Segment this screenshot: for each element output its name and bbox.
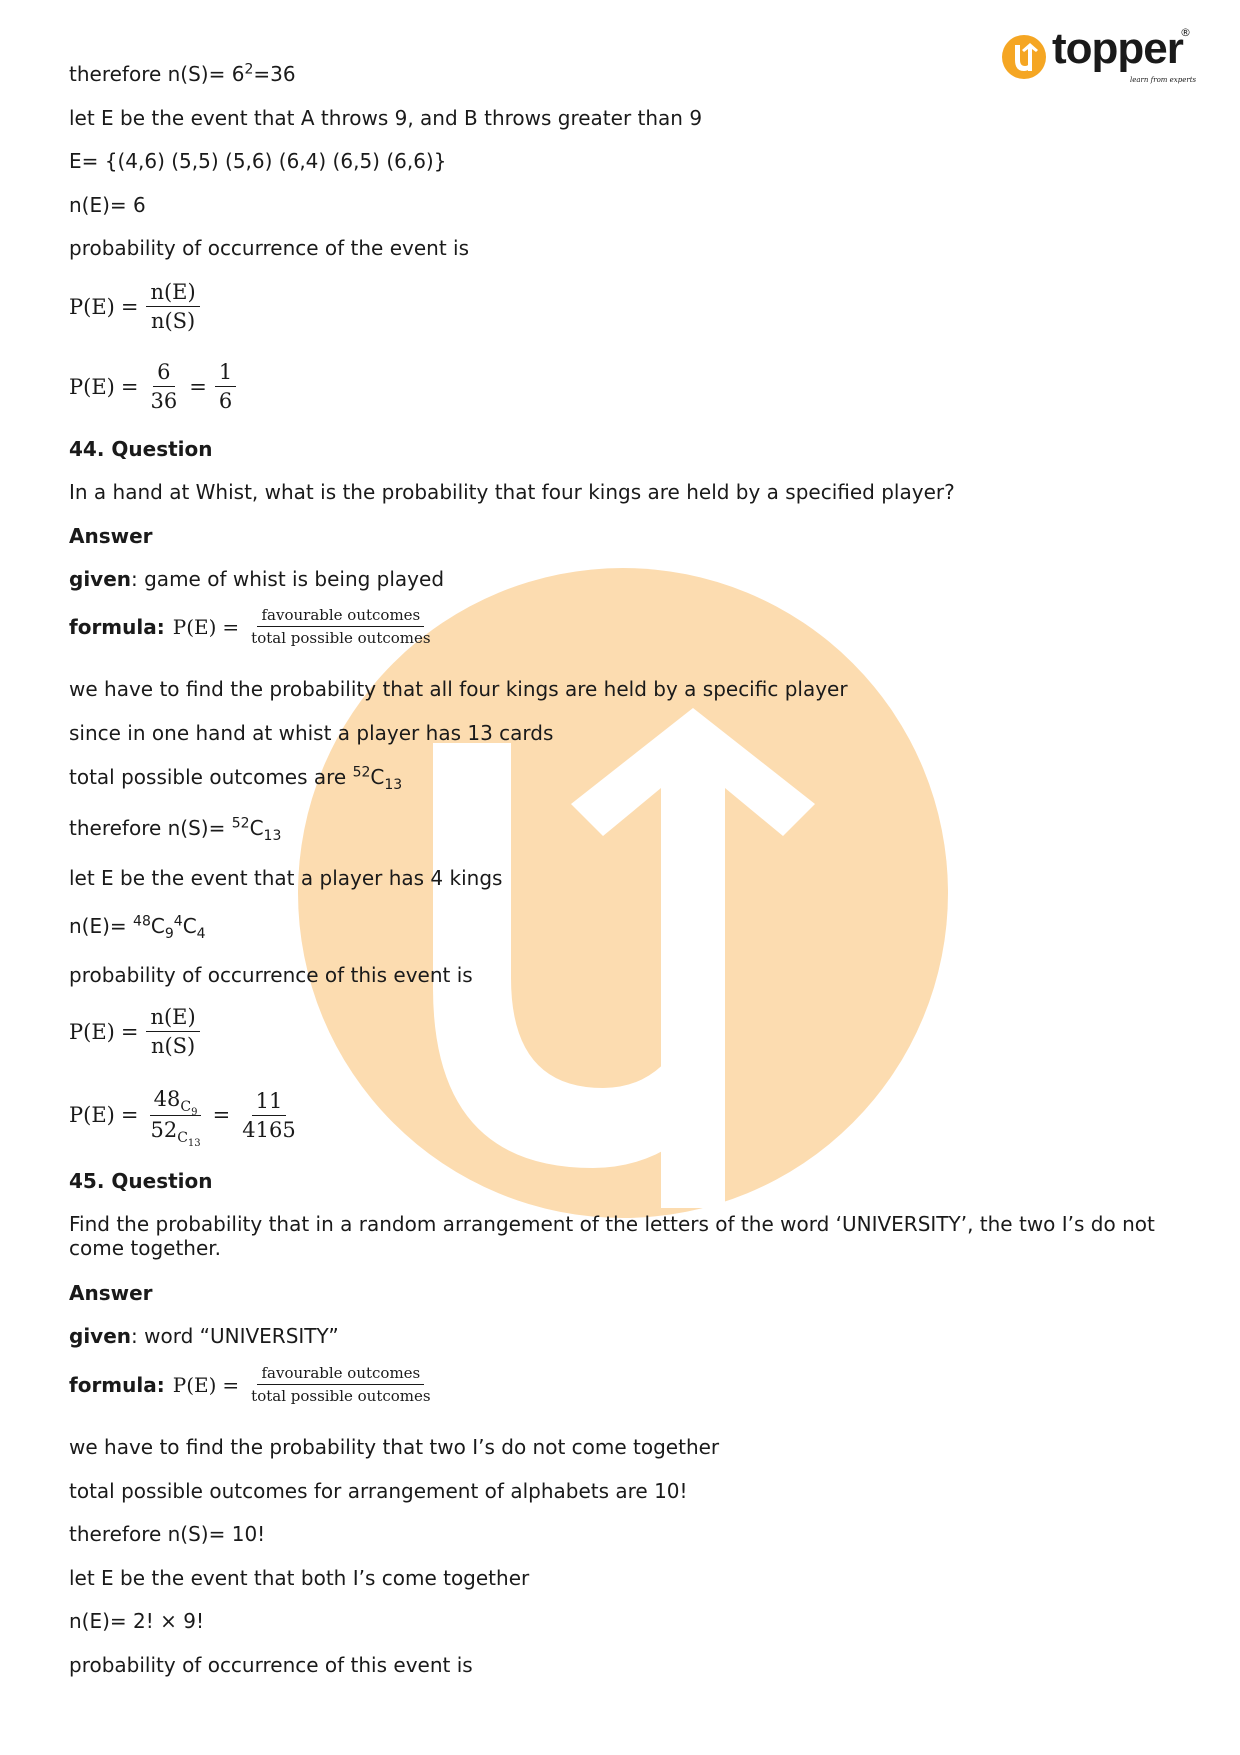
question-45-text: Find the probability that in a random arrangement of the letters of the word ‘UNIVERSITY’, the two I’s do not come together. <box>69 1212 1155 1260</box>
fraction: $\frac{6}{36}$ <box>150 360 178 413</box>
question-44-text: In a hand at Whist, what is the probability that four kings are held by a specified player? <box>69 480 955 504</box>
fraction: $\frac{1}{6}$ <box>215 360 236 413</box>
fraction: $\frac{\text{favourable outcomes}}{\text{total possible outcomes}}$ <box>251 606 431 647</box>
formula-44-line: formula: P(E) = $\frac{\text{favourable outcomes}}{\text{total possible outcomes}}$ <box>69 606 437 647</box>
watermark-logo <box>283 568 963 1218</box>
event-set-line: E= {(4,6) (5,5) (5,6) (6,4) (6,5) (6,6)} <box>69 149 447 173</box>
q45-step-5: n(E)= 2! × 9! <box>69 1609 204 1633</box>
brand-logo <box>1000 24 1200 92</box>
answer-45-label: Answer <box>69 1281 153 1305</box>
q45-step-1: we have to find the probability that two I’s do not come together <box>69 1435 720 1459</box>
q44-step-5: let E be the event that a player has 4 kings <box>69 866 503 890</box>
probability-result-eq: P(E) = $\frac{6}{36}$ = $\frac{1}{6}$ <box>69 360 238 413</box>
probability-formula-eq: P(E) = $\frac{n(E)}{n(S)}$ <box>69 280 202 333</box>
logo-registered-mark: ® <box>1180 26 1191 39</box>
q44-step-1: we have to find the probability that all four kings are held by a specific player <box>69 677 848 701</box>
formula-45-line: formula: P(E) = $\frac{\text{favourable outcomes}}{\text{total possible outcomes}}$ <box>69 1364 437 1405</box>
q44-step-7: probability of occurrence of this event is <box>69 963 473 987</box>
q45-step-2: total possible outcomes for arrangement of alphabets are 10! <box>69 1479 688 1503</box>
given-45-line: given: word “UNIVERSITY” <box>69 1324 339 1348</box>
q44-step-3: total possible outcomes are $^{52}C_{13}$ <box>69 764 403 793</box>
sample-space-line: therefore $n(S)= 6^2=36$ <box>69 61 296 86</box>
q45-step-6: probability of occurrence of this event is <box>69 1653 473 1677</box>
fraction: $\frac{n(E)}{n(S)}$ <box>146 1005 199 1058</box>
logo-wordmark: topper <box>1052 24 1183 73</box>
logo-circle-icon <box>1002 35 1046 79</box>
q44-step-2: since in one hand at whist a player has 13 cards <box>69 721 554 745</box>
fraction: $\frac{48_{C_9}}{52_{C_{13}}}$ <box>150 1087 201 1149</box>
event-count-line: n(E)= 6 <box>69 193 146 217</box>
probability-intro-line: probability of occurrence of the event is <box>69 236 470 260</box>
event-definition-line: let E be the event that A throws 9, and B throws greater than 9 <box>69 106 703 130</box>
given-44-line: given: game of whist is being played <box>69 567 445 591</box>
fraction: $\frac{11}{4165}$ <box>242 1088 296 1142</box>
q45-step-4: let E be the event that both I’s come together <box>69 1566 530 1590</box>
question-45-heading: 45. Question <box>69 1169 213 1193</box>
q44-formula-eq: P(E) = $\frac{n(E)}{n(S)}$ <box>69 1005 202 1058</box>
answer-44-label: Answer <box>69 524 153 548</box>
fraction: $\frac{\text{favourable outcomes}}{\text{total possible outcomes}}$ <box>251 1364 431 1405</box>
logo-tagline: learn from experts <box>1130 76 1197 84</box>
q44-result-eq: P(E) = $\frac{48_{C_9}}{52_{C_{13}}}$ = $\frac{11}{4165}$ <box>69 1087 302 1144</box>
q44-step-6: $n(E)= ^{48}C_9^4C_4$ <box>69 913 206 942</box>
q44-step-4: therefore $n(S)= ^{52}C_{13}$ <box>69 815 282 844</box>
q45-step-3: therefore n(S)= 10! <box>69 1522 266 1546</box>
fraction: $\frac{n(E)}{n(S)}$ <box>146 280 199 333</box>
question-44-heading: 44. Question <box>69 437 213 461</box>
